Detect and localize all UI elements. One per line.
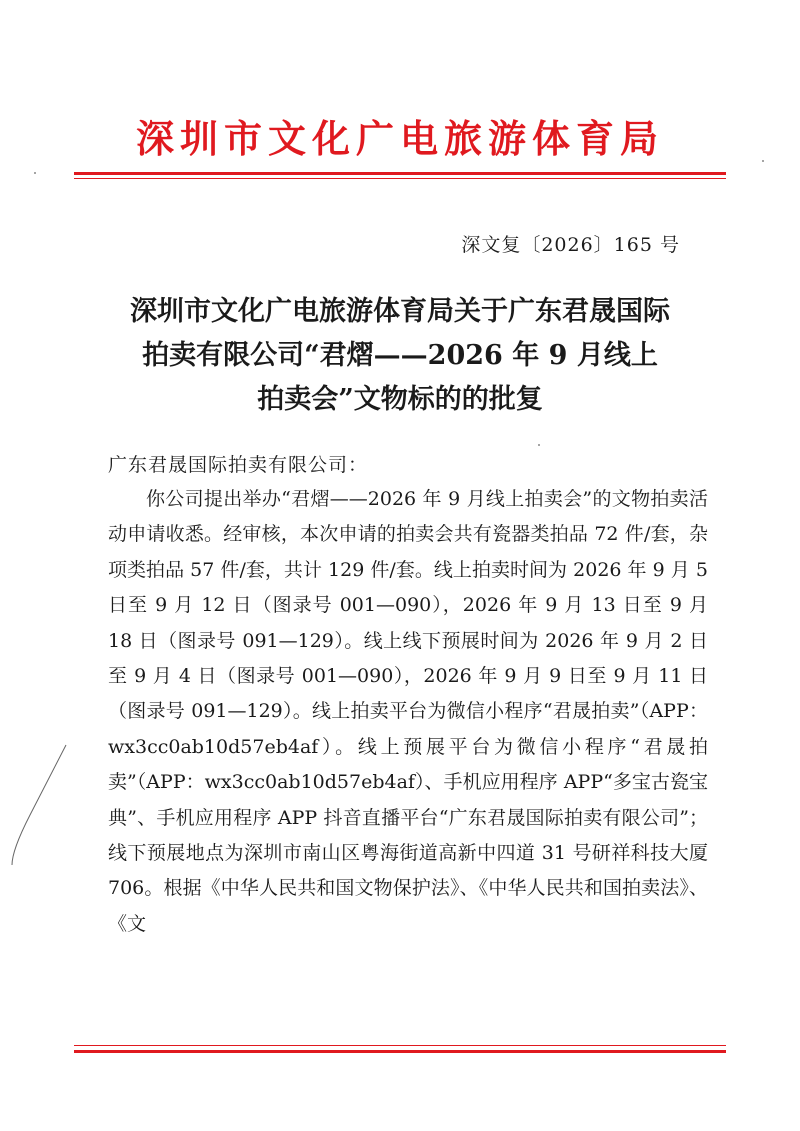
scan-speck: [34, 172, 36, 174]
header-rule-thin: [74, 178, 726, 179]
footer-rule-thin: [74, 1045, 726, 1046]
margin-pen-mark: [8, 740, 68, 870]
header-rule-thick: [74, 172, 726, 175]
scan-speck: [538, 444, 540, 446]
agency-header: 深圳市文化广电旅游体育局: [135, 116, 664, 161]
title-line: 深圳市文化广电旅游体育局关于广东君晟国际: [130, 296, 670, 327]
document-title: [60, 290, 740, 422]
footer-rule-thick: [74, 1050, 726, 1053]
document-number: 深文复〔2026〕165 号: [461, 234, 680, 256]
title-line: 拍卖有限公司“君熠——2026 年 9 月线上: [142, 340, 658, 371]
scan-speck: [762, 160, 764, 162]
salutation: 广东君晟国际拍卖有限公司：: [108, 454, 369, 476]
body-text: [108, 482, 708, 942]
title-line: 拍卖会”文物标的的批复: [257, 384, 543, 415]
body-paragraph: 你公司提出举办“君熠——2026 年 9 月线上拍卖会”的文物拍卖活动申请收悉。经审核，本次申请的拍卖会共有瓷器类拍品 72 件/套，杂项类拍品 57 件/套，共计 129 件/套。线上拍卖时间为 2026 年 9 月 5 日至 9 月 12 日（图录号 001—090），2026 年 9 月 13 日至 9 月 18 日（图录号 091—129）。线上线下预展时间为 2026 年 9 月 2 日至 9 月 4 日（图录号 001—090），2026 年 9 月 9 日至 9 月 11 日（图录号 091—129）。线上拍卖平台为微信小程序“君晟拍卖”（APP：wx3cc0ab10d57eb4af）。线上预展平台为微信小程序“君晟拍卖”（APP：wx3cc0ab10d57eb4af）、手机应用程序 APP“多宝古瓷宝典”、手机应用程序 APP 抖音直播平台“广东君晟国际拍卖有限公司”；线下预展地点为深圳市南山区粤海街道高新中四道 31 号研祥科技大厦 706。根据《中华人民共和国文物保护法》、《中华人民共和国拍卖法》、《文: [108, 488, 708, 935]
